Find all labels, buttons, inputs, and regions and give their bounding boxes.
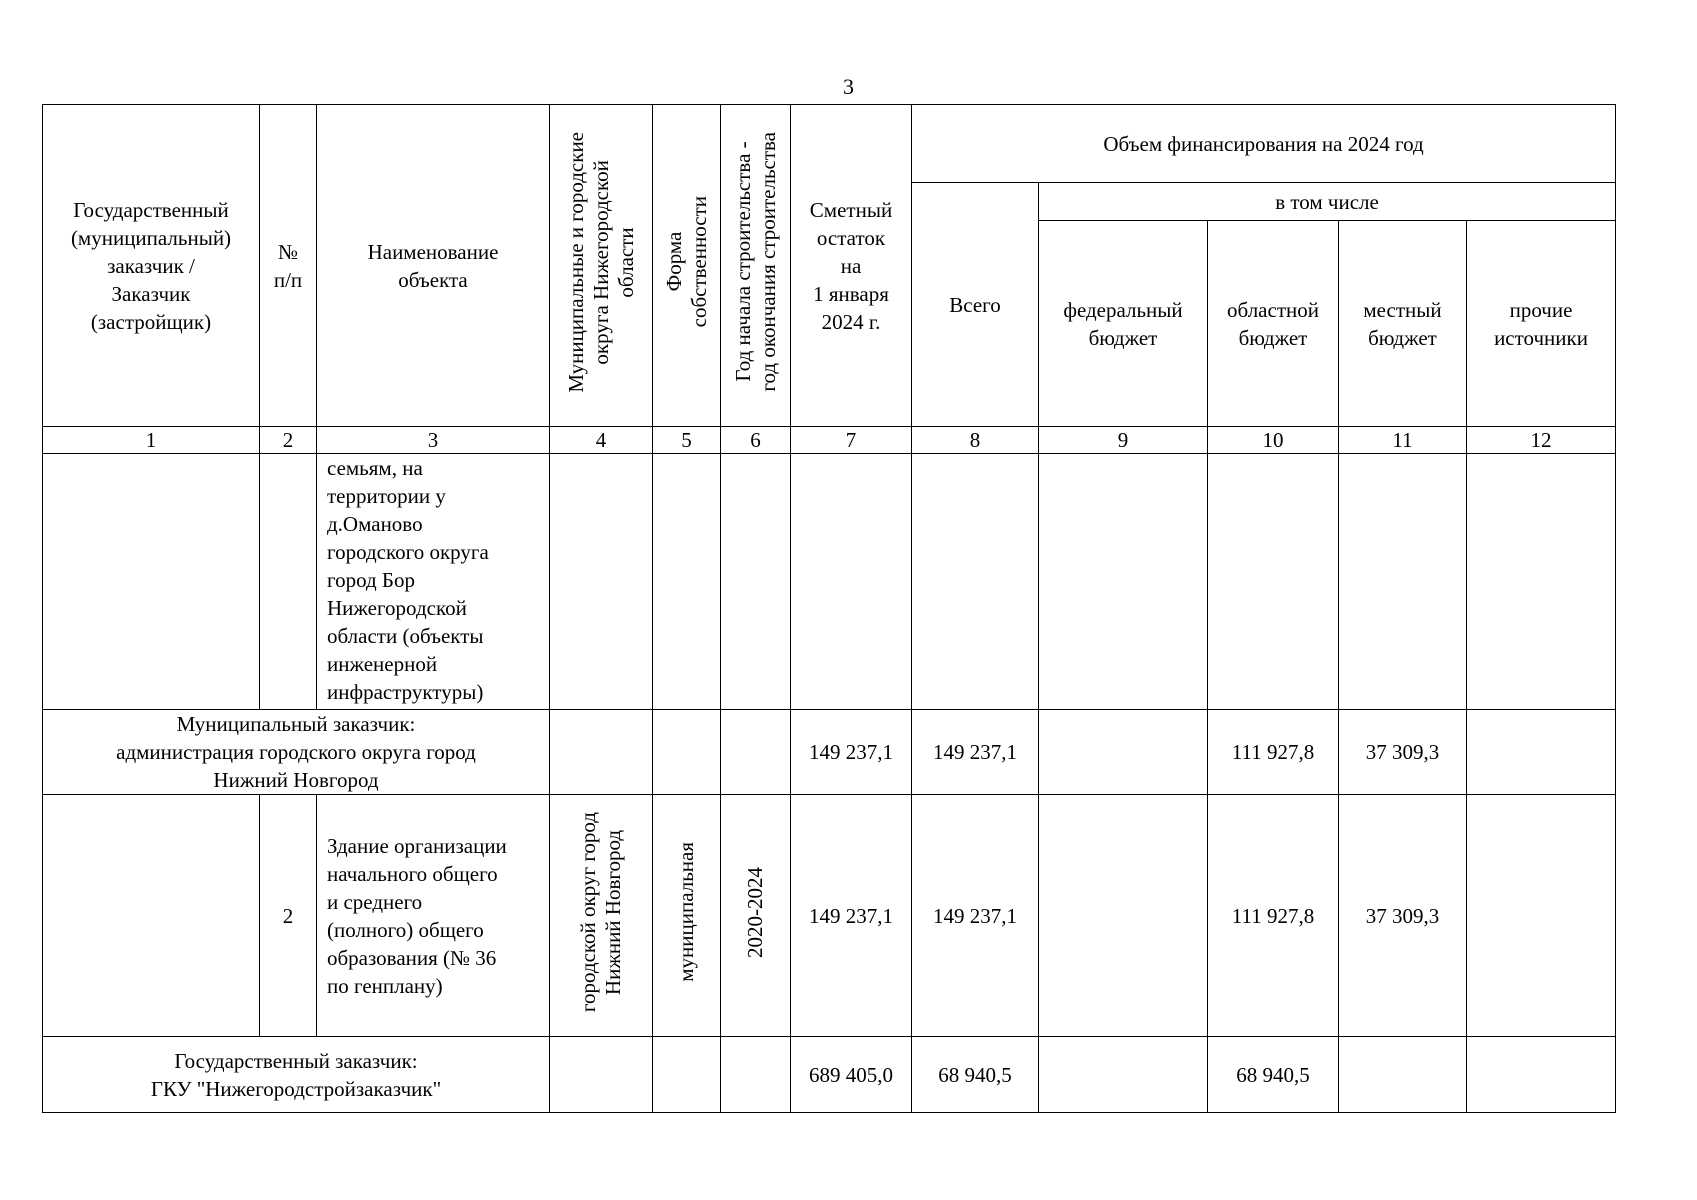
- cell-empty: [653, 710, 721, 795]
- object-other: [1467, 795, 1616, 1037]
- header-years-cell: [721, 105, 791, 427]
- municipal-estimate: 149 237,1: [791, 710, 912, 795]
- municipal-other: [1467, 710, 1616, 795]
- column-number: 8: [912, 427, 1039, 454]
- continuation-row: [43, 454, 1616, 710]
- column-number: 11: [1339, 427, 1467, 454]
- column-number: 3: [317, 427, 550, 454]
- header-other: прочие источники: [1467, 221, 1616, 427]
- column-number: 9: [1039, 427, 1208, 454]
- object-years-cell: [721, 795, 791, 1037]
- object-total: 149 237,1: [912, 795, 1039, 1037]
- header-ownership: Форма собственности: [661, 196, 711, 328]
- cell-empty: [791, 454, 912, 710]
- header-years: Год начала строительства - год окончания строительства: [730, 132, 780, 392]
- column-number: 5: [653, 427, 721, 454]
- cell-empty: [721, 1037, 791, 1113]
- object-number: 2: [260, 795, 317, 1037]
- state-estimate: 689 405,0: [791, 1037, 912, 1113]
- budget-table: [42, 104, 1616, 1113]
- object-municipality-cell: [550, 795, 653, 1037]
- object-regional: 111 927,8: [1208, 795, 1339, 1037]
- header-ownership-cell: [653, 105, 721, 427]
- object-ownership-cell: [653, 795, 721, 1037]
- header-including: в том числе: [1039, 183, 1616, 221]
- header-municipality: Муниципальные и городские округа Нижегородской области: [563, 131, 638, 393]
- header-row-1: [43, 105, 1616, 183]
- cell-empty: [550, 454, 653, 710]
- object-years: 2020-2024: [743, 866, 767, 958]
- cell-empty: [550, 1037, 653, 1113]
- header-number: № п/п: [260, 105, 317, 427]
- object-municipality: городской округ город Нижний Новгород: [576, 811, 625, 1013]
- column-number: 7: [791, 427, 912, 454]
- cell-empty: [1339, 454, 1467, 710]
- object-row: [43, 795, 1616, 1037]
- cell-empty: [721, 710, 791, 795]
- object-name: Здание организации начального общего и среднего (полного) общего образования (№ 36 по генплану): [317, 795, 550, 1037]
- cell-empty: [653, 454, 721, 710]
- state-other: [1467, 1037, 1616, 1113]
- cell-empty: [1208, 454, 1339, 710]
- cell-empty: [260, 454, 317, 710]
- municipal-total: 149 237,1: [912, 710, 1039, 795]
- object-federal: [1039, 795, 1208, 1037]
- municipal-customer-label: Муниципальный заказчик: администрация городского округа город Нижний Новгород: [43, 710, 550, 795]
- page-number: 3: [843, 74, 854, 99]
- header-total: Всего: [912, 183, 1039, 427]
- cell-empty: [653, 1037, 721, 1113]
- header-object-name: Наименование объекта: [317, 105, 550, 427]
- object-ownership: муниципальная: [674, 842, 698, 982]
- state-federal: [1039, 1037, 1208, 1113]
- header-customer: Государственный (муниципальный) заказчик / Заказчик (застройщик): [43, 105, 260, 427]
- state-customer-label: Государственный заказчик: ГКУ "Нижегородстройзаказчик": [43, 1037, 550, 1113]
- cell-empty: [1467, 454, 1616, 710]
- cell-empty: [912, 454, 1039, 710]
- municipal-regional: 111 927,8: [1208, 710, 1339, 795]
- column-number: 1: [43, 427, 260, 454]
- municipal-customer-row: [43, 710, 1616, 795]
- header-federal: федеральный бюджет: [1039, 221, 1208, 427]
- column-numbers-row: [43, 427, 1616, 454]
- cell-empty: [1039, 454, 1208, 710]
- municipal-local: 37 309,3: [1339, 710, 1467, 795]
- header-estimate: Сметный остаток на 1 января 2024 г.: [791, 105, 912, 427]
- state-total: 68 940,5: [912, 1037, 1039, 1113]
- column-number: 6: [721, 427, 791, 454]
- municipal-federal: [1039, 710, 1208, 795]
- cell-empty: [43, 454, 260, 710]
- header-municipality-cell: [550, 105, 653, 427]
- column-number: 10: [1208, 427, 1339, 454]
- cell-empty: [721, 454, 791, 710]
- column-number: 2: [260, 427, 317, 454]
- column-number: 12: [1467, 427, 1616, 454]
- object-local: 37 309,3: [1339, 795, 1467, 1037]
- cell-empty: [43, 795, 260, 1037]
- state-regional: 68 940,5: [1208, 1037, 1339, 1113]
- cell-empty: [550, 710, 653, 795]
- header-funding-title: Объем финансирования на 2024 год: [912, 105, 1616, 183]
- continuation-object-name: семьям, на территории у д.Оманово городского округа город Бор Нижегородской области (объекты инженерной инфраструктуры): [317, 454, 550, 710]
- column-number: 4: [550, 427, 653, 454]
- header-regional: областной бюджет: [1208, 221, 1339, 427]
- header-local: местный бюджет: [1339, 221, 1467, 427]
- object-estimate: 149 237,1: [791, 795, 912, 1037]
- state-customer-row: [43, 1037, 1616, 1113]
- state-local: [1339, 1037, 1467, 1113]
